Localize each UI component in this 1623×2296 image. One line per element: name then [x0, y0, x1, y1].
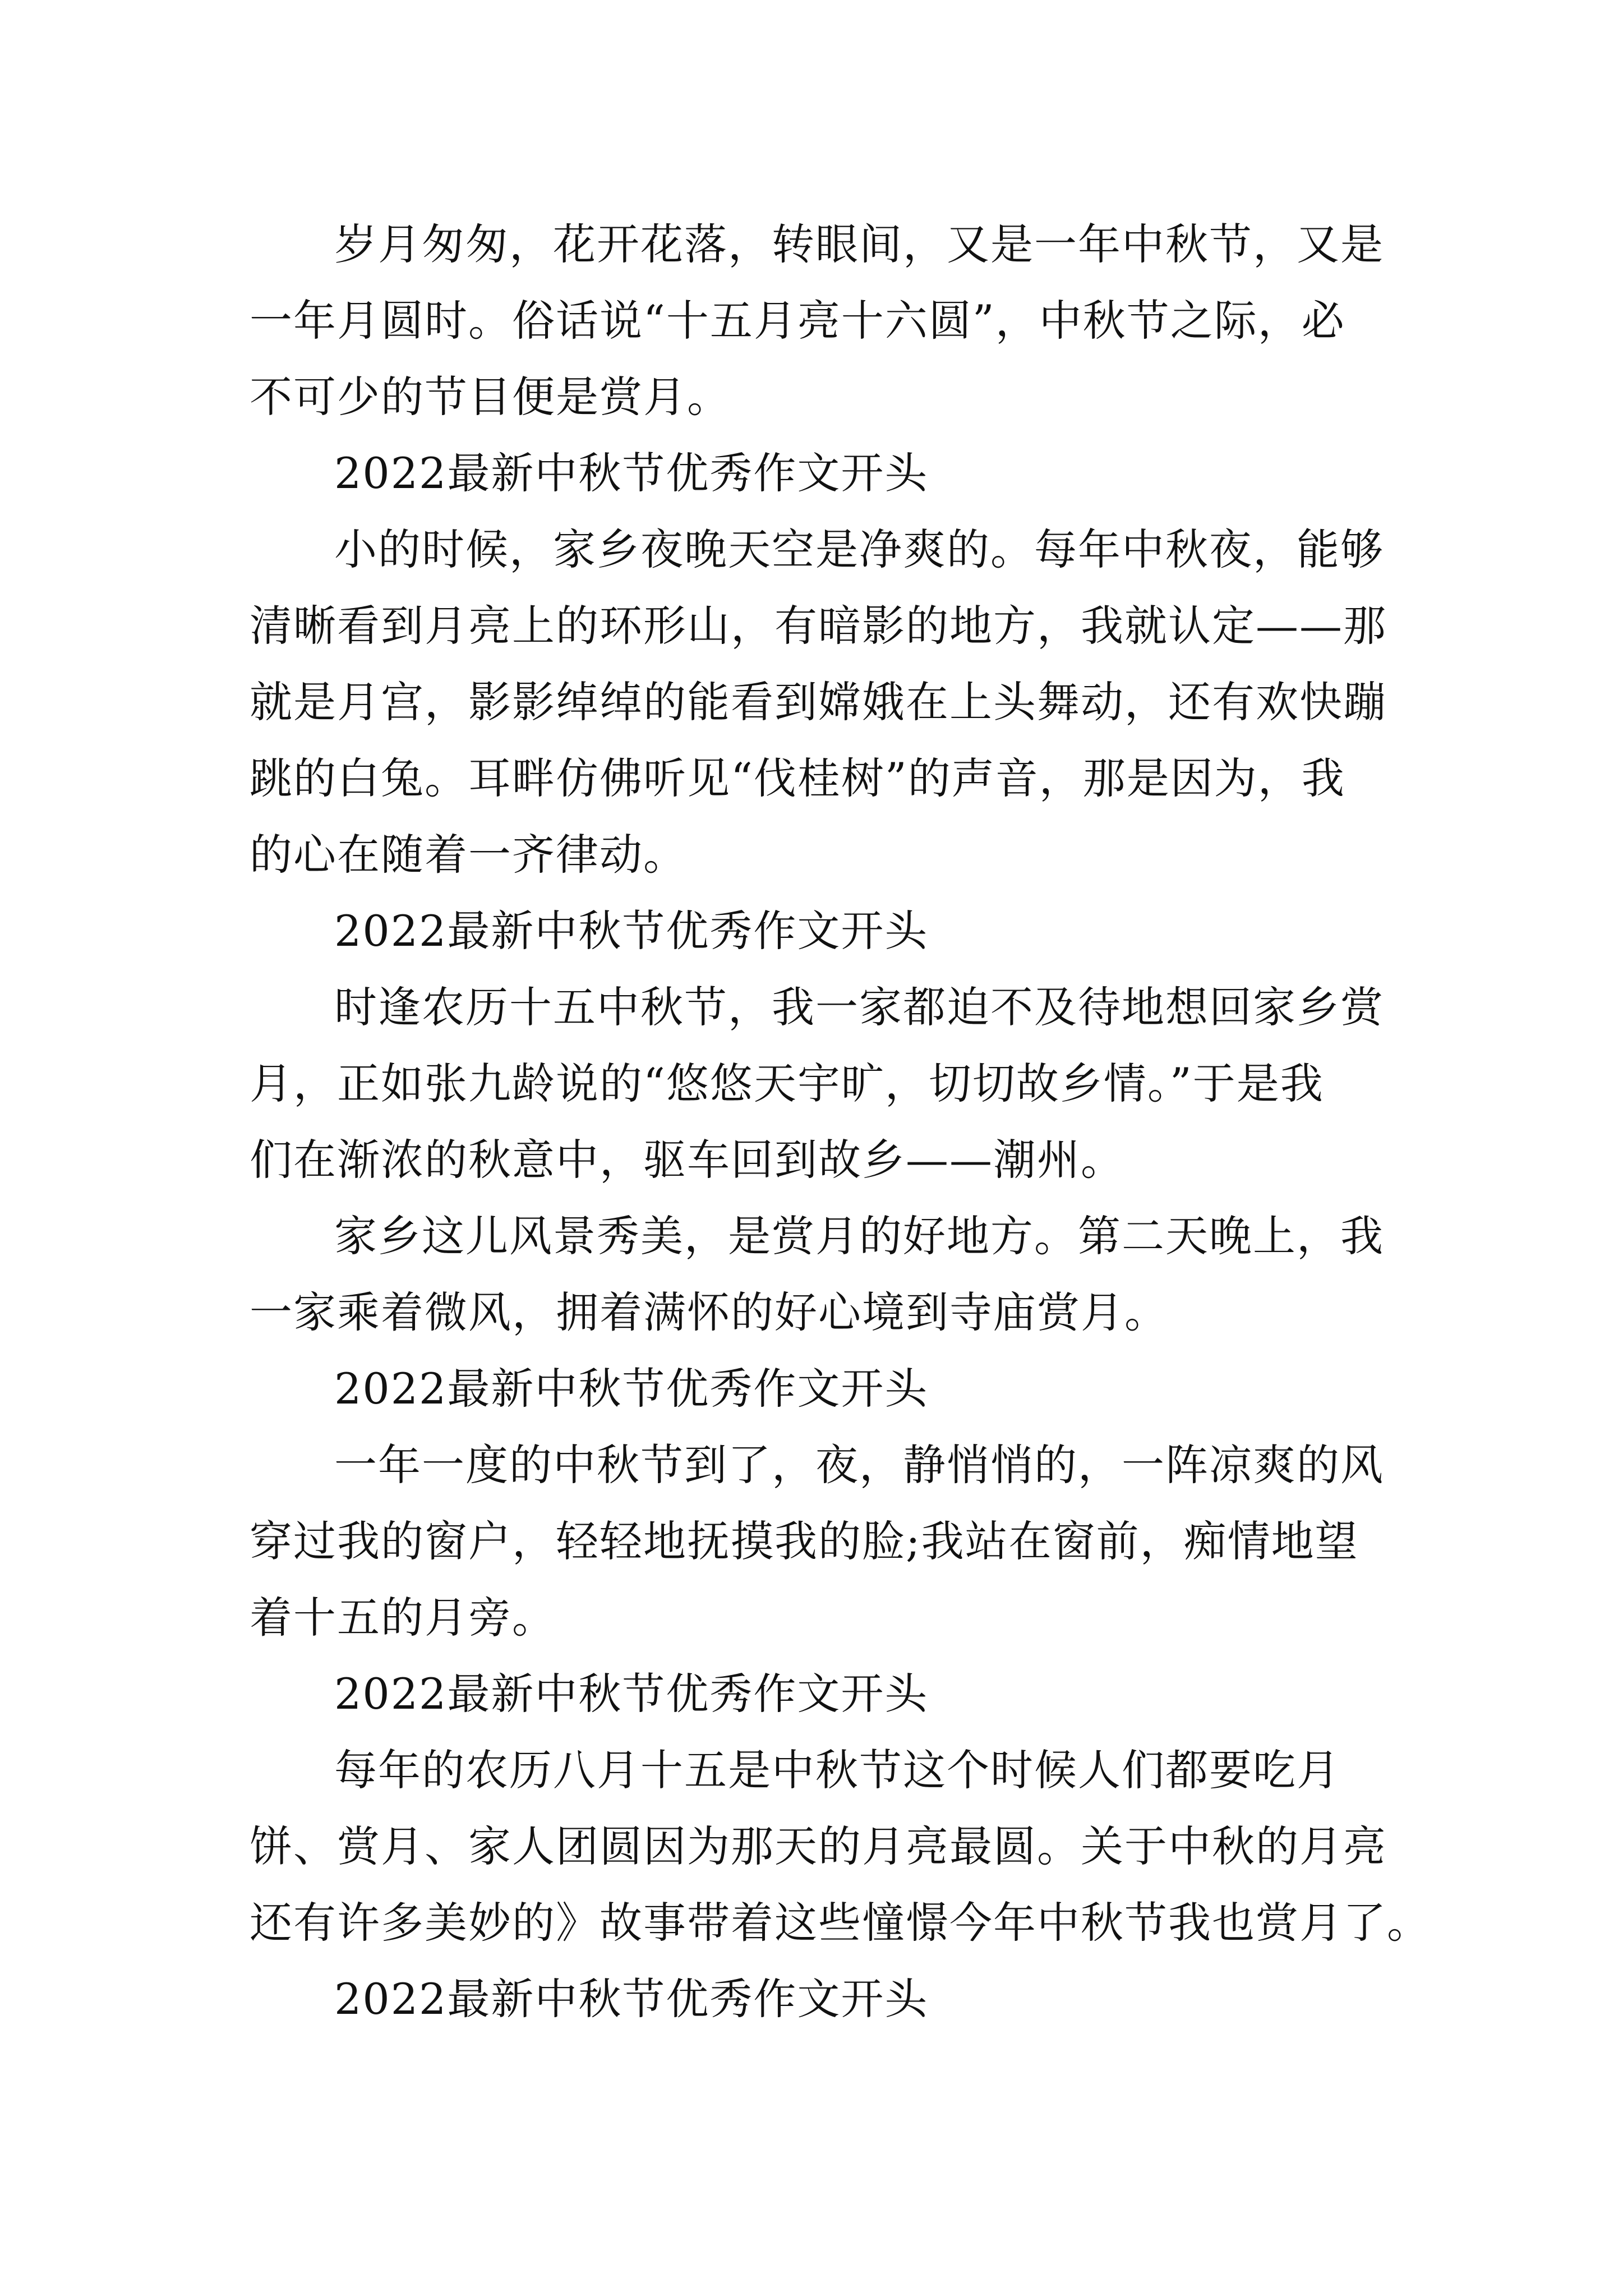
paragraph-5-line-1: 一年一度的中秋节到了，夜，静悄悄的，一阵凉爽的风: [334, 1440, 1384, 1490]
paragraph-1-line-1: 岁月匆匆，花开花落，转眼间，又是一年中秋节，又是: [334, 219, 1384, 269]
paragraph-2-line-4: 跳的白兔。耳畔仿佛听见“伐桂树”的声音，那是因为，我: [250, 753, 1345, 803]
paragraph-6-line-1: 每年的农历八月十五是中秋节这个时候人们都要吃月: [334, 1745, 1340, 1795]
paragraph-3-line-2: 月，正如张九龄说的“悠悠天宇旷，切切故乡情。”于是我: [250, 1059, 1324, 1108]
paragraph-5-line-2: 穿过我的窗户，轻轻地抚摸我的脸;我站在窗前，痴情地望: [250, 1516, 1359, 1566]
paragraph-4-line-1: 家乡这儿风景秀美，是赏月的好地方。第二天晚上，我: [334, 1211, 1384, 1261]
paragraph-2-line-2: 清晰看到月亮上的环形山，有暗影的地方，我就认定——那: [250, 601, 1387, 651]
section-heading-3: 2022最新中秋节优秀作文开头: [334, 1364, 929, 1414]
section-heading-4: 2022最新中秋节优秀作文开头: [334, 1669, 929, 1719]
paragraph-1-line-3: 不可少的节目便是赏月。: [250, 372, 731, 422]
paragraph-5-line-3: 着十五的月旁。: [250, 1593, 556, 1642]
section-heading-5: 2022最新中秋节优秀作文开头: [334, 1974, 929, 2024]
paragraph-2-line-3: 就是月宫，影影绰绰的能看到嫦娥在上头舞动，还有欢快蹦: [250, 677, 1387, 727]
paragraph-3-line-1: 时逢农历十五中秋节，我一家都迫不及待地想回家乡赏: [334, 982, 1384, 1032]
paragraph-4-line-2: 一家乘着微风，拥着满怀的好心境到寺庙赏月。: [250, 1287, 1168, 1337]
paragraph-2-line-1: 小的时候，家乡夜晚天空是净爽的。每年中秋夜，能够: [334, 524, 1384, 574]
section-heading-2: 2022最新中秋节优秀作文开头: [334, 906, 929, 956]
paragraph-1-line-2: 一年月圆时。俗话说“十五月亮十六圆”，中秋节之际，必: [250, 296, 1345, 346]
paragraph-6-line-2: 饼、赏月、家人团圆因为那天的月亮最圆。关于中秋的月亮: [250, 1821, 1387, 1871]
paragraph-3-line-3: 们在渐浓的秋意中，驱车回到故乡——潮州。: [250, 1135, 1124, 1185]
paragraph-6-line-3: 还有许多美妙的》故事带着这些憧憬今年中秋节我也赏月了。: [250, 1898, 1431, 1948]
section-heading-1: 2022最新中秋节优秀作文开头: [334, 448, 929, 498]
paragraph-2-line-5: 的心在随着一齐律动。: [250, 830, 687, 880]
